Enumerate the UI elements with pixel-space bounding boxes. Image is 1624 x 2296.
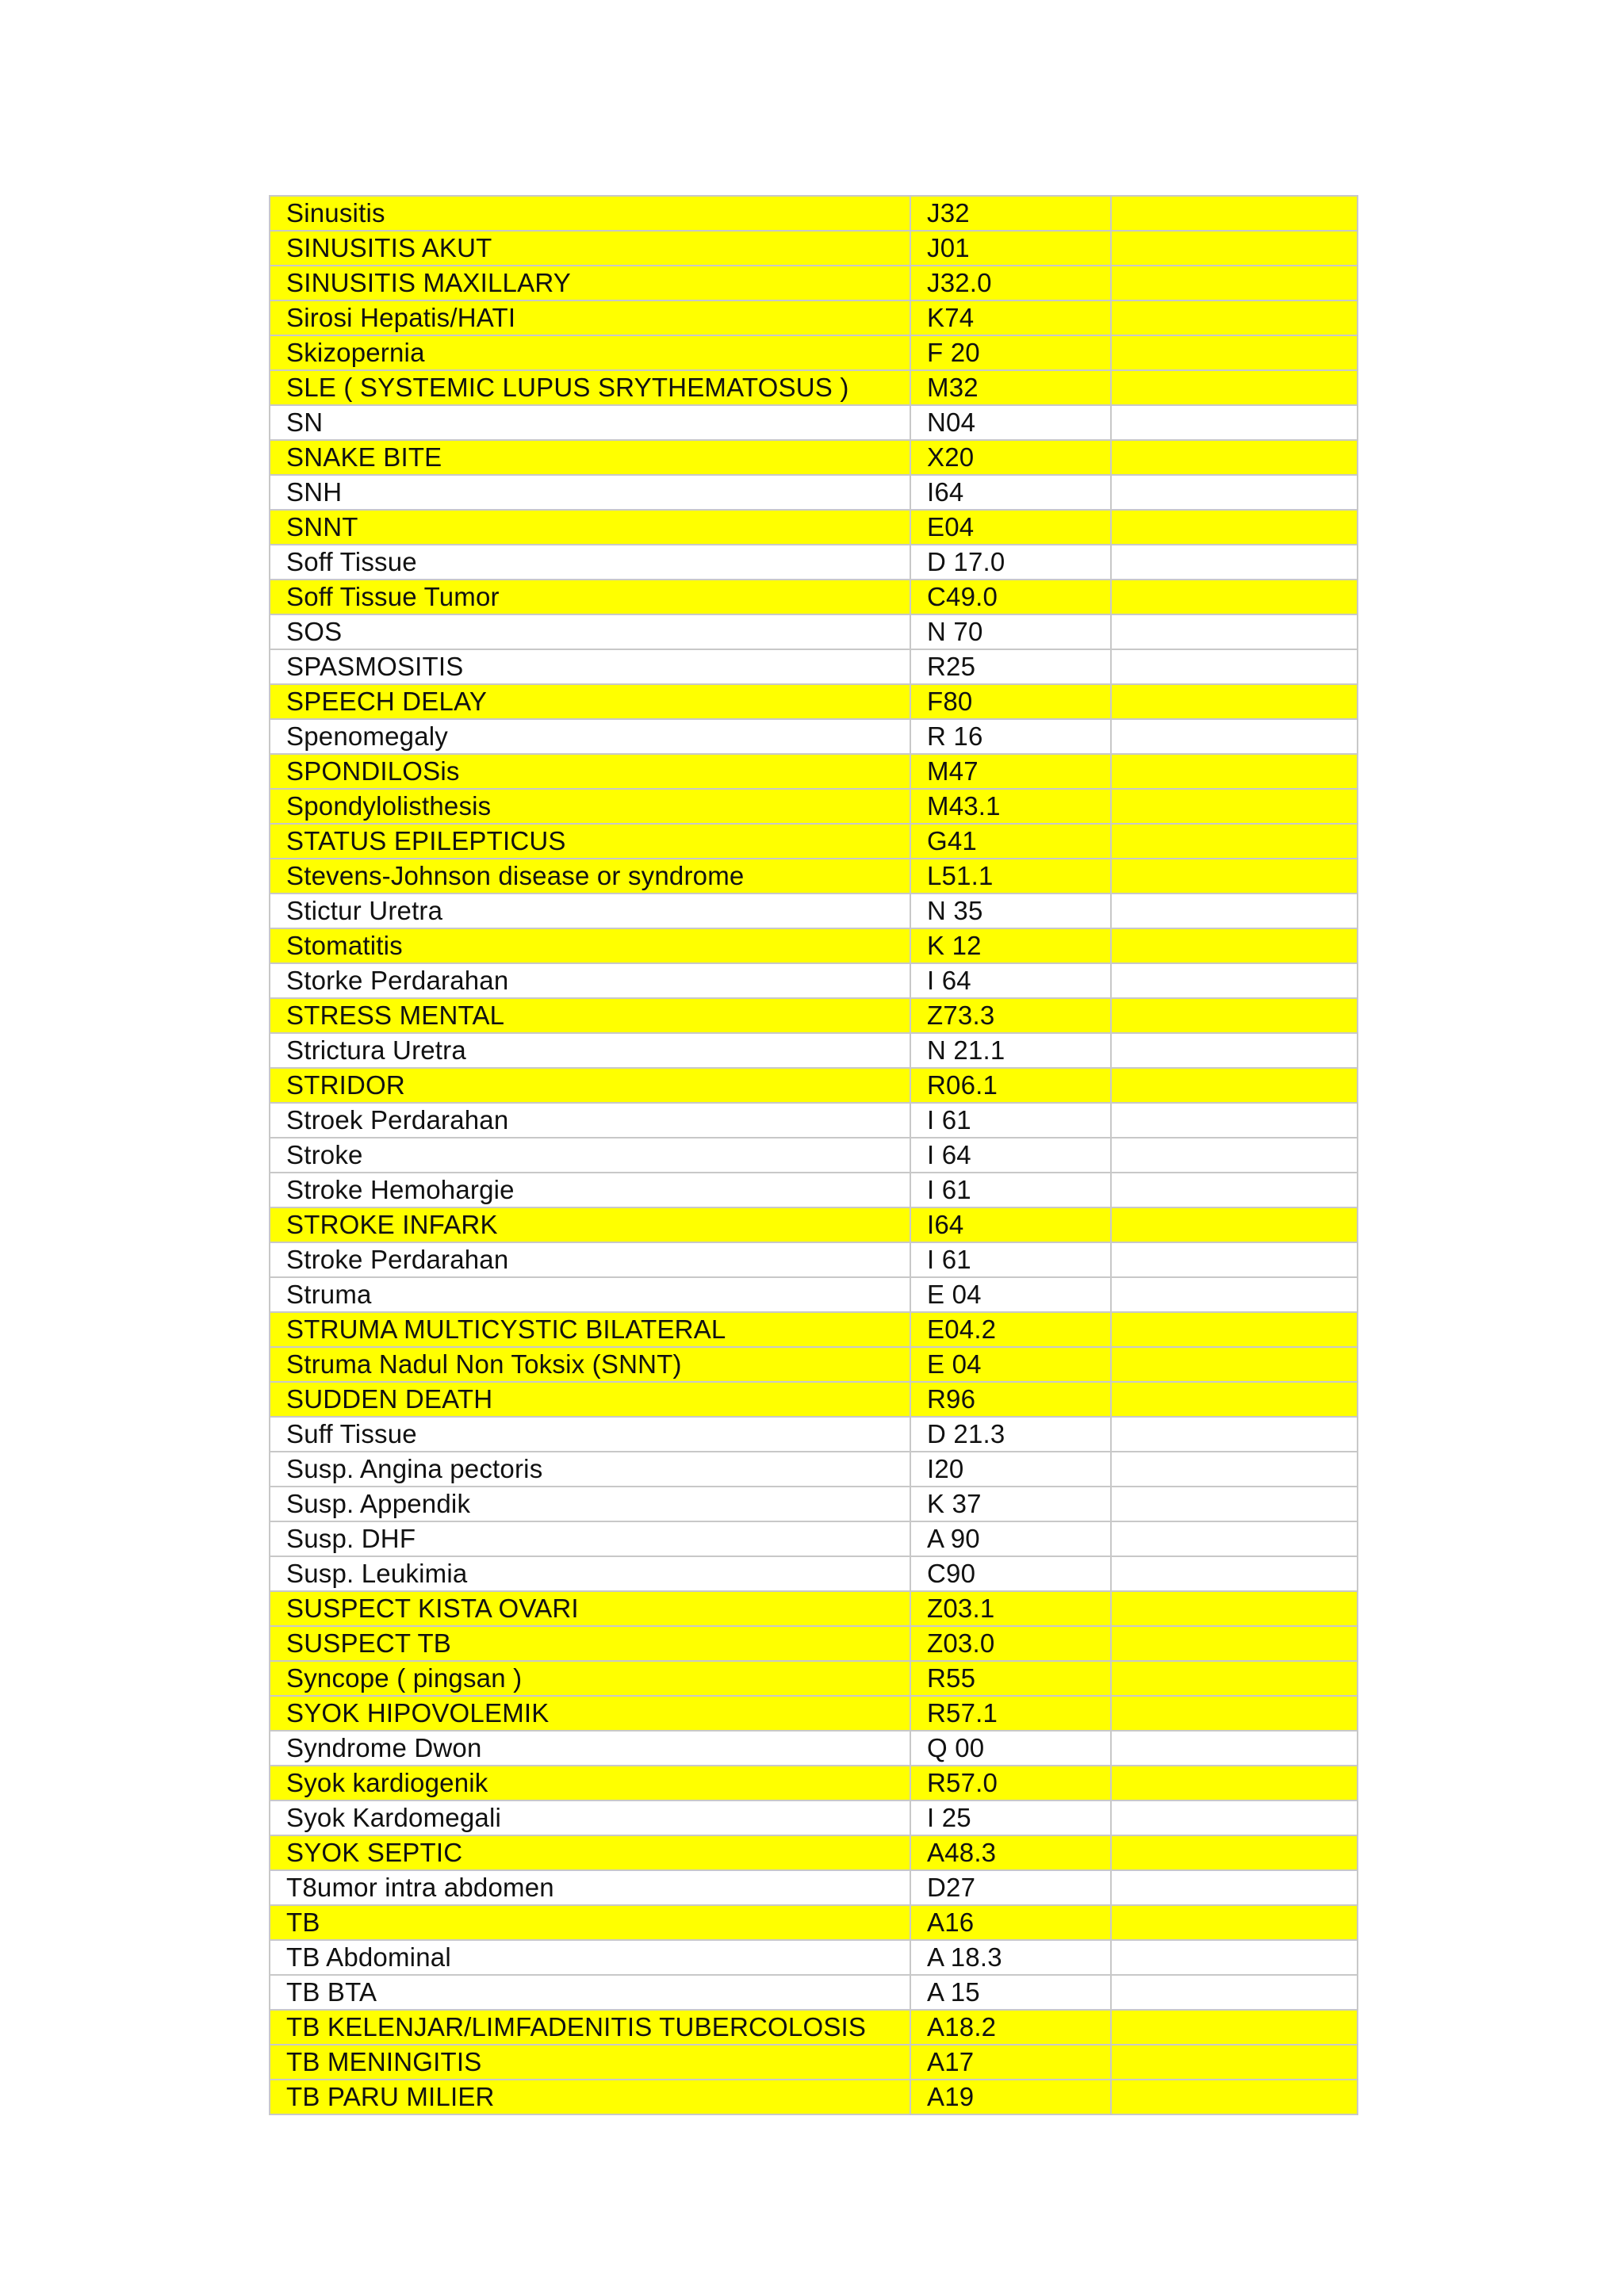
icd-code-cell: I20 [910,1452,1111,1487]
table-row [270,510,1358,545]
diagnosis-name-cell: TB [270,1905,910,1940]
icd-code-cell: R06.1 [910,1068,1111,1103]
icd-code-cell: R57.1 [910,1696,1111,1731]
table-row [270,649,1358,684]
table-row [270,1068,1358,1103]
table-row [270,1835,1358,1870]
empty-cell [1111,1277,1358,1312]
table-row [270,894,1358,928]
icd-code-cell: A17 [910,2045,1111,2080]
diagnosis-name-cell: Stroek Perdarahan [270,1103,910,1138]
table-row [270,545,1358,580]
empty-cell [1111,1033,1358,1068]
icd-code-cell: N 35 [910,894,1111,928]
diagnosis-name-cell: Stictur Uretra [270,894,910,928]
icd-code-cell: Z73.3 [910,998,1111,1033]
diagnosis-name-cell: STRIDOR [270,1068,910,1103]
diagnosis-name-cell: SNAKE BITE [270,440,910,475]
table-row [270,789,1358,824]
diagnosis-name-cell: Stroke [270,1138,910,1173]
empty-cell [1111,963,1358,998]
table-row [270,1452,1358,1487]
icd-code-cell: M43.1 [910,789,1111,824]
table-row [270,1661,1358,1696]
empty-cell [1111,1696,1358,1731]
diagnosis-name-cell: Susp. DHF [270,1521,910,1556]
icd-code-cell: X20 [910,440,1111,475]
table-row [270,1556,1358,1591]
icd-code-cell: N 70 [910,614,1111,649]
table-row [270,754,1358,789]
diagnosis-name-cell: TB MENINGITIS [270,2045,910,2080]
icd-code-cell: A48.3 [910,1835,1111,1870]
empty-cell [1111,1591,1358,1626]
table-row [270,1626,1358,1661]
empty-cell [1111,1905,1358,1940]
table-row [270,1242,1358,1277]
icd-code-cell: I 64 [910,963,1111,998]
diagnosis-name-cell: Syok Kardomegali [270,1800,910,1835]
empty-cell [1111,1940,1358,1975]
icd-code-cell: K74 [910,300,1111,335]
empty-cell [1111,300,1358,335]
empty-cell [1111,1452,1358,1487]
diagnosis-name-cell: SNNT [270,510,910,545]
empty-cell [1111,1626,1358,1661]
diagnosis-name-cell: Stroke Perdarahan [270,1242,910,1277]
icd-code-cell: I 61 [910,1103,1111,1138]
table-row [270,2080,1358,2114]
icd-code-cell: A 90 [910,1521,1111,1556]
table-row [270,440,1358,475]
table-row [270,1521,1358,1556]
diagnosis-name-cell: SINUSITIS MAXILLARY [270,266,910,300]
table-row [270,580,1358,614]
diagnosis-name-cell: SUSPECT TB [270,1626,910,1661]
diagnosis-name-cell: SOS [270,614,910,649]
empty-cell [1111,1800,1358,1835]
table-row [270,335,1358,370]
empty-cell [1111,1835,1358,1870]
icd-code-cell: A 18.3 [910,1940,1111,1975]
diagnosis-name-cell: STROKE INFARK [270,1207,910,1242]
empty-cell [1111,1068,1358,1103]
table-row [270,1591,1358,1626]
empty-cell [1111,1661,1358,1696]
icd-code-cell: I 61 [910,1242,1111,1277]
empty-cell [1111,1766,1358,1800]
table-row [270,1870,1358,1905]
table-row [270,370,1358,405]
icd-code-cell: G41 [910,824,1111,859]
icd-code-cell: J32 [910,196,1111,231]
table-row [270,1347,1358,1382]
icd-code-cell: N04 [910,405,1111,440]
empty-cell [1111,2010,1358,2045]
empty-cell [1111,1173,1358,1207]
table-row [270,2010,1358,2045]
diagnosis-name-cell: Spenomegaly [270,719,910,754]
table-row [270,1940,1358,1975]
icd-code-cell: I 64 [910,1138,1111,1173]
table-row [270,2045,1358,2080]
table-row [270,1417,1358,1452]
table-row [270,1766,1358,1800]
diagnosis-name-cell: SLE ( SYSTEMIC LUPUS SRYTHEMATOSUS ) [270,370,910,405]
empty-cell [1111,266,1358,300]
empty-cell [1111,1138,1358,1173]
icd-code-cell: R25 [910,649,1111,684]
table-row [270,1207,1358,1242]
empty-cell [1111,1870,1358,1905]
empty-cell [1111,859,1358,894]
table-row [270,1975,1358,2010]
icd-code-cell: E04.2 [910,1312,1111,1347]
table-row [270,998,1358,1033]
icd-code-cell: I64 [910,1207,1111,1242]
diagnosis-name-cell: Stroke Hemohargie [270,1173,910,1207]
diagnosis-name-cell: Spondylolisthesis [270,789,910,824]
icd-code-cell: R 16 [910,719,1111,754]
icd-code-cell: R55 [910,1661,1111,1696]
empty-cell [1111,335,1358,370]
table-row [270,684,1358,719]
table-row [270,824,1358,859]
icd-code-cell: E 04 [910,1347,1111,1382]
empty-cell [1111,719,1358,754]
icd-code-cell: N 21.1 [910,1033,1111,1068]
diagnosis-name-cell: Soff Tissue Tumor [270,580,910,614]
icd-code-cell: A 15 [910,1975,1111,2010]
diagnosis-name-cell: Susp. Angina pectoris [270,1452,910,1487]
diagnosis-name-cell: Sinusitis [270,196,910,231]
table-row [270,231,1358,266]
empty-cell [1111,1382,1358,1417]
empty-cell [1111,1242,1358,1277]
table-row [270,300,1358,335]
table-row [270,1731,1358,1766]
empty-cell [1111,789,1358,824]
table-row [270,614,1358,649]
table-row [270,1800,1358,1835]
diagnosis-name-cell: STATUS EPILEPTICUS [270,824,910,859]
icd-code-cell: A16 [910,1905,1111,1940]
diagnosis-name-cell: Storke Perdarahan [270,963,910,998]
empty-cell [1111,1521,1358,1556]
table-row [270,1173,1358,1207]
diagnosis-table-body [270,196,1358,2114]
diagnosis-name-cell: SUSPECT KISTA OVARI [270,1591,910,1626]
diagnosis-name-cell: Strictura Uretra [270,1033,910,1068]
icd-code-cell: Q 00 [910,1731,1111,1766]
icd-code-cell: J32.0 [910,266,1111,300]
empty-cell [1111,998,1358,1033]
table-row [270,405,1358,440]
icd-code-cell: Z03.1 [910,1591,1111,1626]
table-row [270,1487,1358,1521]
table-row [270,1382,1358,1417]
table-row [270,859,1358,894]
diagnosis-name-cell: SPEECH DELAY [270,684,910,719]
diagnosis-name-cell: SINUSITIS AKUT [270,231,910,266]
icd-code-cell: D27 [910,1870,1111,1905]
empty-cell [1111,545,1358,580]
empty-cell [1111,370,1358,405]
diagnosis-name-cell: STRUMA MULTICYSTIC BILATERAL [270,1312,910,1347]
empty-cell [1111,928,1358,963]
empty-cell [1111,1731,1358,1766]
icd-code-cell: A18.2 [910,2010,1111,2045]
diagnosis-name-cell: Skizopernia [270,335,910,370]
icd-code-cell: A19 [910,2080,1111,2114]
table-row [270,1312,1358,1347]
diagnosis-name-cell: Soff Tissue [270,545,910,580]
empty-cell [1111,2045,1358,2080]
icd-code-cell: J01 [910,231,1111,266]
diagnosis-name-cell: SUDDEN DEATH [270,1382,910,1417]
empty-cell [1111,684,1358,719]
icd-code-cell: I64 [910,475,1111,510]
table-row [270,1696,1358,1731]
table-row [270,266,1358,300]
empty-cell [1111,1556,1358,1591]
table-row [270,1103,1358,1138]
diagnosis-name-cell: Struma [270,1277,910,1312]
empty-cell [1111,2080,1358,2114]
table-row [270,475,1358,510]
diagnosis-name-cell: TB KELENJAR/LIMFADENITIS TUBERCOLOSIS [270,2010,910,2045]
diagnosis-name-cell: Stevens-Johnson disease or syndrome [270,859,910,894]
empty-cell [1111,754,1358,789]
empty-cell [1111,614,1358,649]
icd-code-cell: I 61 [910,1173,1111,1207]
icd-code-cell: D 17.0 [910,545,1111,580]
icd-code-cell: K 12 [910,928,1111,963]
empty-cell [1111,1417,1358,1452]
diagnosis-name-cell: SPASMOSITIS [270,649,910,684]
icd-code-cell: E04 [910,510,1111,545]
table-row [270,1905,1358,1940]
empty-cell [1111,1347,1358,1382]
empty-cell [1111,510,1358,545]
diagnosis-name-cell: Struma Nadul Non Toksix (SNNT) [270,1347,910,1382]
diagnosis-name-cell: SYOK HIPOVOLEMIK [270,1696,910,1731]
empty-cell [1111,475,1358,510]
empty-cell [1111,1103,1358,1138]
diagnosis-name-cell: SYOK SEPTIC [270,1835,910,1870]
icd-code-cell: M47 [910,754,1111,789]
diagnosis-code-table [269,195,1358,2115]
diagnosis-name-cell: TB Abdominal [270,1940,910,1975]
icd-code-cell: D 21.3 [910,1417,1111,1452]
icd-code-cell: F 20 [910,335,1111,370]
icd-code-cell: E 04 [910,1277,1111,1312]
icd-code-cell: L51.1 [910,859,1111,894]
empty-cell [1111,1975,1358,2010]
diagnosis-name-cell: Stomatitis [270,928,910,963]
diagnosis-name-cell: Sirosi Hepatis/HATI [270,300,910,335]
icd-code-cell: F80 [910,684,1111,719]
empty-cell [1111,405,1358,440]
empty-cell [1111,440,1358,475]
diagnosis-name-cell: SN [270,405,910,440]
icd-code-cell: C90 [910,1556,1111,1591]
diagnosis-name-cell: SPONDILOSis [270,754,910,789]
table-row [270,196,1358,231]
diagnosis-name-cell: TB BTA [270,1975,910,2010]
empty-cell [1111,1487,1358,1521]
table-row [270,719,1358,754]
diagnosis-name-cell: STRESS MENTAL [270,998,910,1033]
empty-cell [1111,894,1358,928]
diagnosis-name-cell: Syok kardiogenik [270,1766,910,1800]
empty-cell [1111,649,1358,684]
diagnosis-name-cell: Suff Tissue [270,1417,910,1452]
icd-code-cell: R57.0 [910,1766,1111,1800]
diagnosis-name-cell: T8umor intra abdomen [270,1870,910,1905]
empty-cell [1111,580,1358,614]
diagnosis-name-cell: Syncope ( pingsan ) [270,1661,910,1696]
icd-code-cell: Z03.0 [910,1626,1111,1661]
empty-cell [1111,1207,1358,1242]
empty-cell [1111,196,1358,231]
icd-code-cell: C49.0 [910,580,1111,614]
diagnosis-name-cell: Susp. Leukimia [270,1556,910,1591]
icd-code-cell: M32 [910,370,1111,405]
empty-cell [1111,1312,1358,1347]
diagnosis-name-cell: TB PARU MILIER [270,2080,910,2114]
table-row [270,928,1358,963]
diagnosis-name-cell: Syndrome Dwon [270,1731,910,1766]
table-row [270,1033,1358,1068]
diagnosis-name-cell: SNH [270,475,910,510]
icd-code-cell: R96 [910,1382,1111,1417]
icd-code-cell: I 25 [910,1800,1111,1835]
table-row [270,1138,1358,1173]
table-row [270,963,1358,998]
icd-code-cell: K 37 [910,1487,1111,1521]
empty-cell [1111,231,1358,266]
diagnosis-name-cell: Susp. Appendik [270,1487,910,1521]
table-row [270,1277,1358,1312]
empty-cell [1111,824,1358,859]
